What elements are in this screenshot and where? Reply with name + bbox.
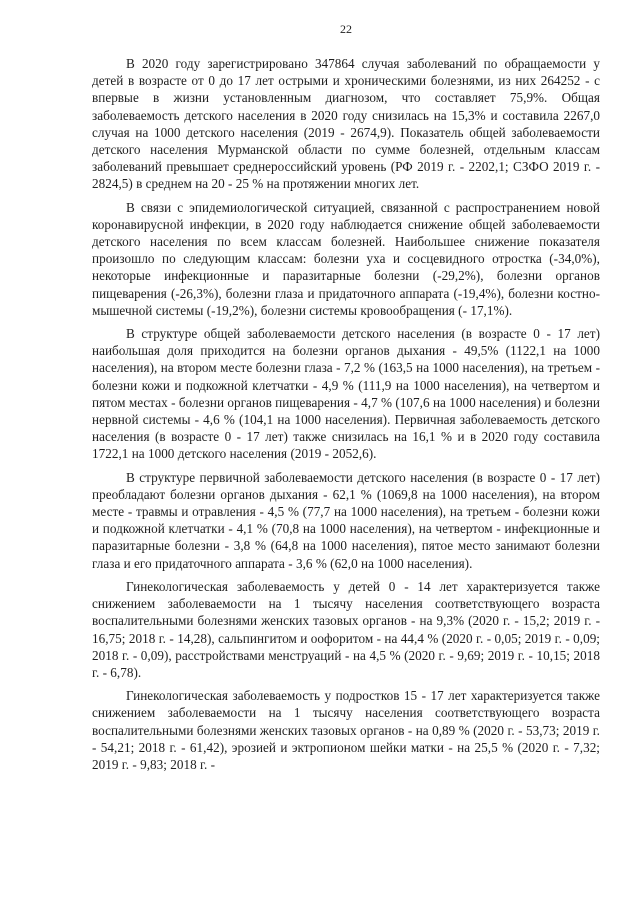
paragraph-2: В связи с эпидемиологической ситуацией, связанной с распространением новой коронавирусной инфекции, в 2020 году наблюдается снижение общей заболеваемости детского населения по всем классам болезней. Наибольшее снижение показателя произошло по следующим классам: болезни уха и сосцевидного отростка (-34,0%), некоторые инфекционные и паразитарные болезни (-29,2%), болезни органов пищеварения (-26,3%), болезни глаза и придаточного аппарата (-19,4%), болезни костно-мышечной системы (-19,2%), болезни системы кровообращения (- 17,1%). [92,199,600,318]
paragraph-1: В 2020 году зарегистрировано 347864 случая заболеваний по обращаемости у детей в возрасте от 0 до 17 лет острыми и хроническими болезнями, из них 264252 - с впервые в жизни установленным диагнозом, что составляет 75,9%. Общая заболеваемость детского населения в 2020 году снизилась на 15,3% и составила 2267,0 случая на 1000 детского населения (2019 - 2674,9). Показатель общей заболеваемости детского населения Мурманской области по сумме болезней, отдельным классам заболеваний превышает среднероссийский уровень (РФ 2019 г. - 2202,1; СЗФО 2019 г. - 2824,5) в среднем на 20 - 25 % на протяжении многих лет. [92,56,600,192]
page-number: 22 [340,22,352,36]
paragraph-6: Гинекологическая заболеваемость у подростков 15 - 17 лет характеризуется также снижением заболеваемости на 1 тысячу населения соответствующего возраста воспалительными болезнями женских тазовых органов - на 0,89 % (2020 г. - 53,73; 2019 г. - 54,21; 2018 г. - 61,42), эрозией и эктропионом шейки матки - на 25,5 % (2020 г. - 7,32; 2019 г. - 9,83; 2018 г. - [92,688,600,772]
paragraph-3: В структуре общей заболеваемости детского населения (в возрасте 0 - 17 лет) наибольшая доля приходится на болезни органов дыхания - 49,5% (1122,1 на 1000 населения), на втором месте болезни глаза - 7,2 % (163,5 на 1000 населения), на третьем - болезни кожи и подкожной клетчатки - 4,9 % (111,9 на 1000 населения), на четвертом и пятом местах - болезни органов пищеварения - 4,7 % (107,6 на 1000 населения) и болезни нервной системы - 4,6 % (104,1 на 1000 населения). Первичная заболеваемость детского населения (в возрасте 0 - 17 лет) также снизилась на 16,1 % и в 2020 году составила 1722,1 на 1000 детского населения (2019 - 2052,6). [92,326,600,462]
paragraph-4: В структуре первичной заболеваемости детского населения (в возрасте 0 - 17 лет) преобладают болезни органов дыхания - 62,1 % (1069,8 на 1000 населения), на втором месте - травмы и отравления - 4,5 % (77,7 на 1000 населения), на третьем - болезни кожи и подкожной клетчатки - 4,1 % (70,8 на 1000 населения), на четвертом - инфекционные и паразитарные болезни - 3,8 % (64,8 на 1000 населения), пятое место занимают болезни глаза и его придаточного аппарата - 3,6 % (62,0 на 1000 населения). [92,469,600,571]
paragraph-5: Гинекологическая заболеваемость у детей 0 - 14 лет характеризуется также снижением заболеваемости на 1 тысячу населения соответствующего возраста воспалительными болезнями женских тазовых органов - на 9,3% (2020 г. - 15,2; 2019 г. - 16,75; 2018 г. - 14,28), сальпингитом и оофоритом - на 44,4 % (2020 г. - 0,05; 2019 г. - 0,09; 2018 г. - 0,09), расстройствами менструаций - на 4,5 % (2020 г. - 9,69; 2019 г. - 10,15; 2018 г. - 6,78). [92,578,600,680]
